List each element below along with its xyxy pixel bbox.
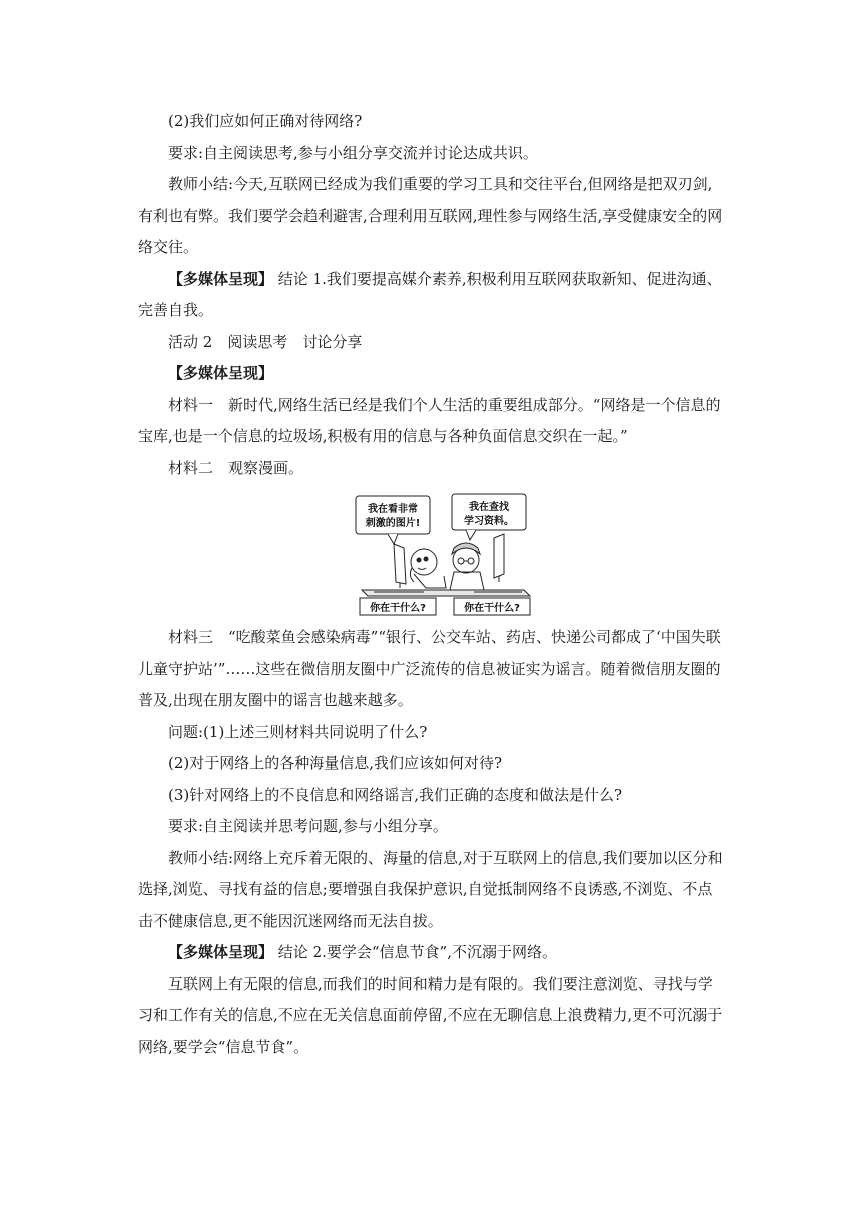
material-2-label: 材料二 (168, 458, 214, 477)
document-body (138, 106, 724, 1063)
person-left-body (414, 574, 446, 588)
material-3-label: 材料三 (168, 628, 214, 646)
paragraph-activity-2 (138, 327, 724, 359)
person-left-head (411, 549, 437, 575)
paragraph-conclusion-2 (138, 937, 724, 969)
paragraph-teacher-summary-2: 教师小结:网络上充斥着无限的、海量的信息,对于互联网上的信息,我们要加以区分和选择,浏览、寻找有益的信息;要增强自我保护意识,自觉抵制网络不良诱惑,不浏览、不点击不健康信息,更不能因沉迷网络而无法自拔。 (138, 848, 723, 930)
activity-number: 活动 2 (168, 332, 213, 351)
material-1-text: 新时代,网络生活已经是我们个人生活的重要组成部分。“网络是一个信息的宝库,也是一个信息的垃圾场,积极有用的信息与各种负面信息交织在一起。” (138, 395, 721, 445)
bubble-left-line2: 刺激的图片! (365, 518, 421, 529)
paragraph-question-set-1: 问题:(1)上述三则材料共同说明了什么? (168, 722, 428, 741)
material-3-text: “吃酸菜鱼会感染病毒”“银行、公交车站、药店、快递公司都成了‘中国失联儿童守护站’”……这些在微信朋友圈中广泛流传的信息被证实为谣言。随着微信朋友圈的普及,出现在朋友圈中的谣言也越来越多。 (138, 628, 721, 709)
paragraph-requirement-1: 要求:自主阅读思考,参与小组分享交流并讨论达成共识。 (168, 143, 538, 162)
material-1-label: 材料一 (168, 395, 214, 414)
comic-illustration (354, 492, 536, 616)
caption-left: 你在干什么? (370, 603, 426, 614)
bubble-right-line2: 学习资料。 (464, 516, 514, 527)
paragraph-question-set-2: (2)对于网络上的各种海量信息,我们应该如何对待? (168, 754, 503, 772)
activity-part-1: 阅读思考 (227, 332, 288, 351)
paragraph-conclusion-1 (138, 264, 724, 327)
bubble-left-line1: 我在看非常 (368, 504, 418, 515)
paragraph-teacher-summary-1: 教师小结:今天,互联网已经成为我们重要的学习工具和交往平台,但网络是把双刃剑,有利也有弊。我们要学会趋利避害,合理利用互联网,理性参与网络生活,享受健康安全的网络交往。 (138, 175, 723, 256)
paragraph-requirement-2: 要求:自主阅读并思考问题,参与小组分享。 (168, 817, 448, 835)
caption-right: 你在干什么? (464, 603, 520, 614)
desk (362, 590, 530, 596)
paragraph-multimedia-heading (138, 358, 724, 390)
multimedia-label: 【多媒体呈现】 (168, 269, 274, 288)
material-2-text: 观察漫画。 (228, 458, 304, 477)
bubble-right-line1: 我在查找 (469, 502, 509, 513)
paragraph-final: 互联网上有无限的信息,而我们的时间和精力是有限的。我们要注意浏览、寻找与学习和工作有关的信息,不应在无关信息面前停留,不应在无聊信息上浪费精力,更不可沉溺于网络,要学会“信息节食”。 (138, 974, 723, 1056)
multimedia-label: 【多媒体呈现】 (168, 943, 274, 961)
paragraph-question-set-3: (3)针对网络上的不良信息和网络谣言,我们正确的态度和做法是什么? (168, 785, 623, 804)
person-right-body (450, 572, 484, 590)
paragraph-material-1 (138, 390, 724, 453)
conclusion-2-text: 结论 2.要学会“信息节食”,不沉溺于网络。 (277, 943, 557, 961)
paragraph-material-3 (138, 622, 724, 717)
conclusion-1-text: 结论 1.我们要提高媒介素养,积极利用互联网获取新知、促进沟通、完善自我。 (138, 269, 722, 319)
paragraph-material-2 (138, 453, 724, 485)
monitor-left (394, 544, 406, 584)
paragraph-question-2: (2)我们应如何正确对待网络? (168, 112, 363, 130)
monitor-right (494, 534, 504, 578)
activity-part-2: 讨论分享 (302, 332, 363, 351)
multimedia-label: 【多媒体呈现】 (168, 364, 274, 382)
